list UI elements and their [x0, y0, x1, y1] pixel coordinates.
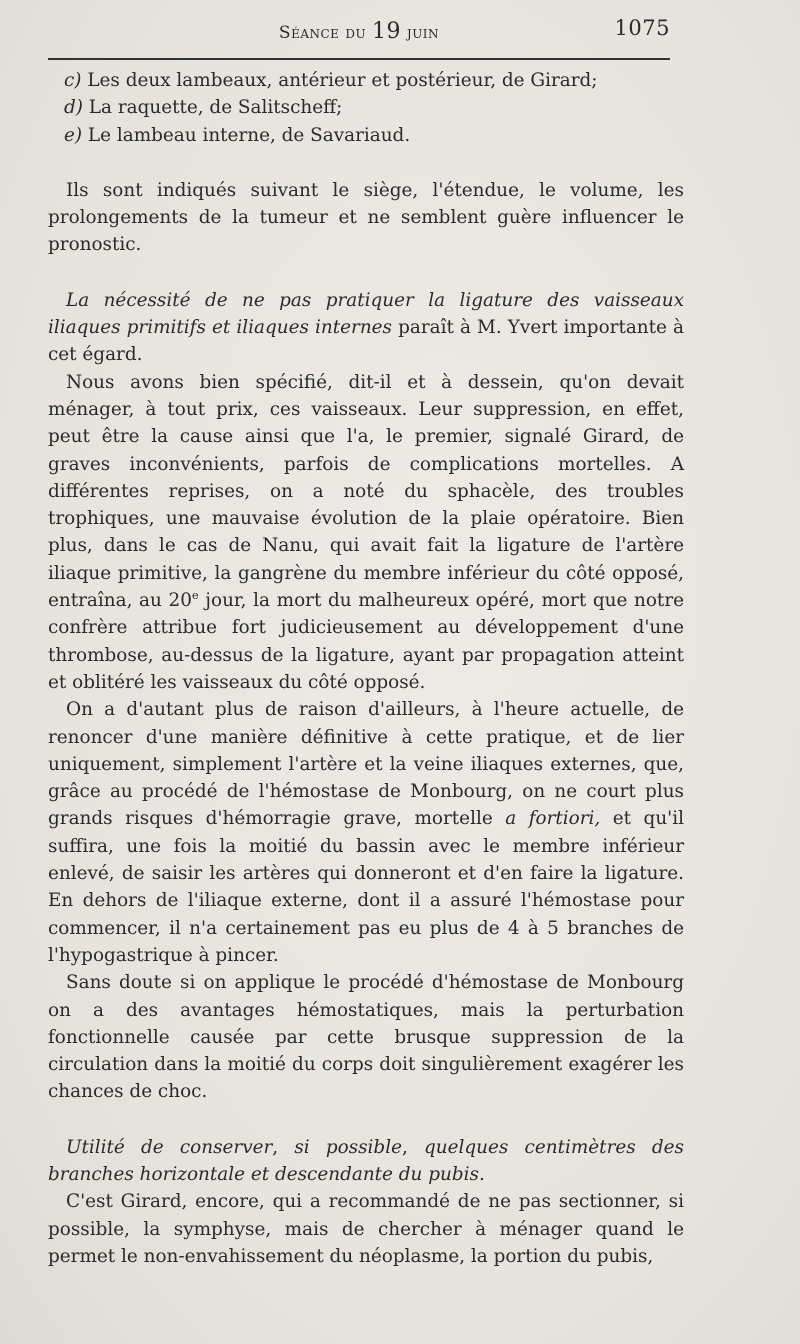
list-item [48, 67, 684, 94]
list-item [48, 94, 684, 121]
spacer [48, 259, 684, 287]
header-title-day: 19 [371, 19, 401, 44]
paragraph-1: Ils sont indiqués suivant le siège, l'étendue, le volume, les prolongements de la tumeur et ne semblent guère influencer le pronostic. [48, 179, 684, 256]
paragraph-2 [48, 369, 684, 697]
spacer [48, 149, 684, 177]
superscript: e [191, 588, 199, 603]
running-header [48, 16, 670, 46]
paragraph-3-end: et qu'il suffira, une fois la moitié du bassin avec le membre inférieur enlevé, de saisir les artères qui donneront et d'en faire la ligature. En dehors de l'iliaque externe, dont il a assuré l'hémostase pour commencer, il n'a certainement pas eu plus de 4 à 5 branches de l'hypogastrique à pincer. [48, 808, 684, 966]
body-text [48, 67, 684, 1270]
paragraph-3 [48, 696, 684, 969]
list-item-mark: d) [64, 97, 83, 119]
list-item-mark: c) [64, 70, 82, 91]
section-heading-2-b: si possible [294, 1136, 402, 1158]
section-heading-2-a: Utilité de conserver [66, 1136, 273, 1158]
header-title-prefix: Séance du [278, 23, 372, 43]
section-heading-1 [48, 287, 684, 369]
section-heading-1-tail: paraît à M. Yvert importante à cet égard. [48, 317, 684, 366]
section-heading-2-sep: , [272, 1136, 295, 1158]
header-title [48, 19, 670, 44]
section-heading-1-italic: La nécessité de ne pas pratiquer la ligature des vaisseaux iliaques primitifs et iliaques internes [48, 289, 684, 339]
list-item-text: Le lambeau interne, de Savariaud. [82, 124, 411, 146]
section-heading-2-c: quelques centimètres des branches horizontale et descendante du pubis. [48, 1136, 684, 1185]
paragraph-2-tail: jour, la mort du malheureux opéré, mort que notre confrère attribue fort judicieusement au développement d'une thrombose, au-dessus de la ligature, ayant par propagation atteint et oblitéré les vaisseaux du côté opposé. [48, 590, 684, 693]
paragraph-5: C'est Girard, encore, qui a recommandé de ne pas sectionner, si possible, la symphyse, mais de chercher à ménager quand le permet le non-envahissement du néoplasme, la portion du pubis, [48, 1191, 684, 1267]
paragraph-2-text: Nous avons bien spécifié, dit-il et à dessein, qu'on devait ménager, à tout prix, ces vaisseaux. Leur suppression, en effet, peut être la cause ainsi que l'a, le premier, signalé Girard, de graves inconvénients, parfois de complications mortelles. A différentes reprises, on a noté du sphacèle, des troubles trophiques, une mauvaise évolution de la plaie opératoire. Bien plus, dans le cas de Nanu, qui avait fait la ligature de l'artère iliaque primitive, la gangrène du membre inférieur du côté opposé, entraîna, au 20 [48, 371, 684, 612]
list-item [48, 122, 684, 149]
spacer [48, 1106, 684, 1134]
page-number: 1075 [614, 16, 670, 40]
paragraph-3-italic: a fortiori, [505, 808, 601, 830]
list-item-mark: e) [64, 124, 83, 146]
paragraph-4: Sans doute si on applique le procédé d'hémostase de Monbourg on a des avantages hémostatiques, mais la perturbation fonctionnelle causée par cette brusque suppression de la circulation dans la moitié du corps doit singulièrement exagérer les chances de choc. [48, 972, 684, 1103]
header-title-suffix: juin [400, 23, 440, 43]
list-item-text: Les deux lambeaux, antérieur et postérieur, de Girard; [81, 70, 598, 91]
list-item-text: La raquette, de Salitscheff; [82, 97, 343, 119]
section-heading-2-sep: , [401, 1136, 425, 1158]
section-heading-2 [48, 1134, 684, 1189]
paragraph-3-start: On a d'autant plus de raison d'ailleurs, à l'heure actuelle, de renoncer d'une manière définitive à cette pratique, et de lier uniquement, simplement l'artère et la veine iliaques externes, que, grâce au procédé de l'hémostase de Monbourg, on ne court plus grands risques d'hémorragie grave, mortelle [48, 699, 684, 830]
header-rule [48, 58, 670, 60]
